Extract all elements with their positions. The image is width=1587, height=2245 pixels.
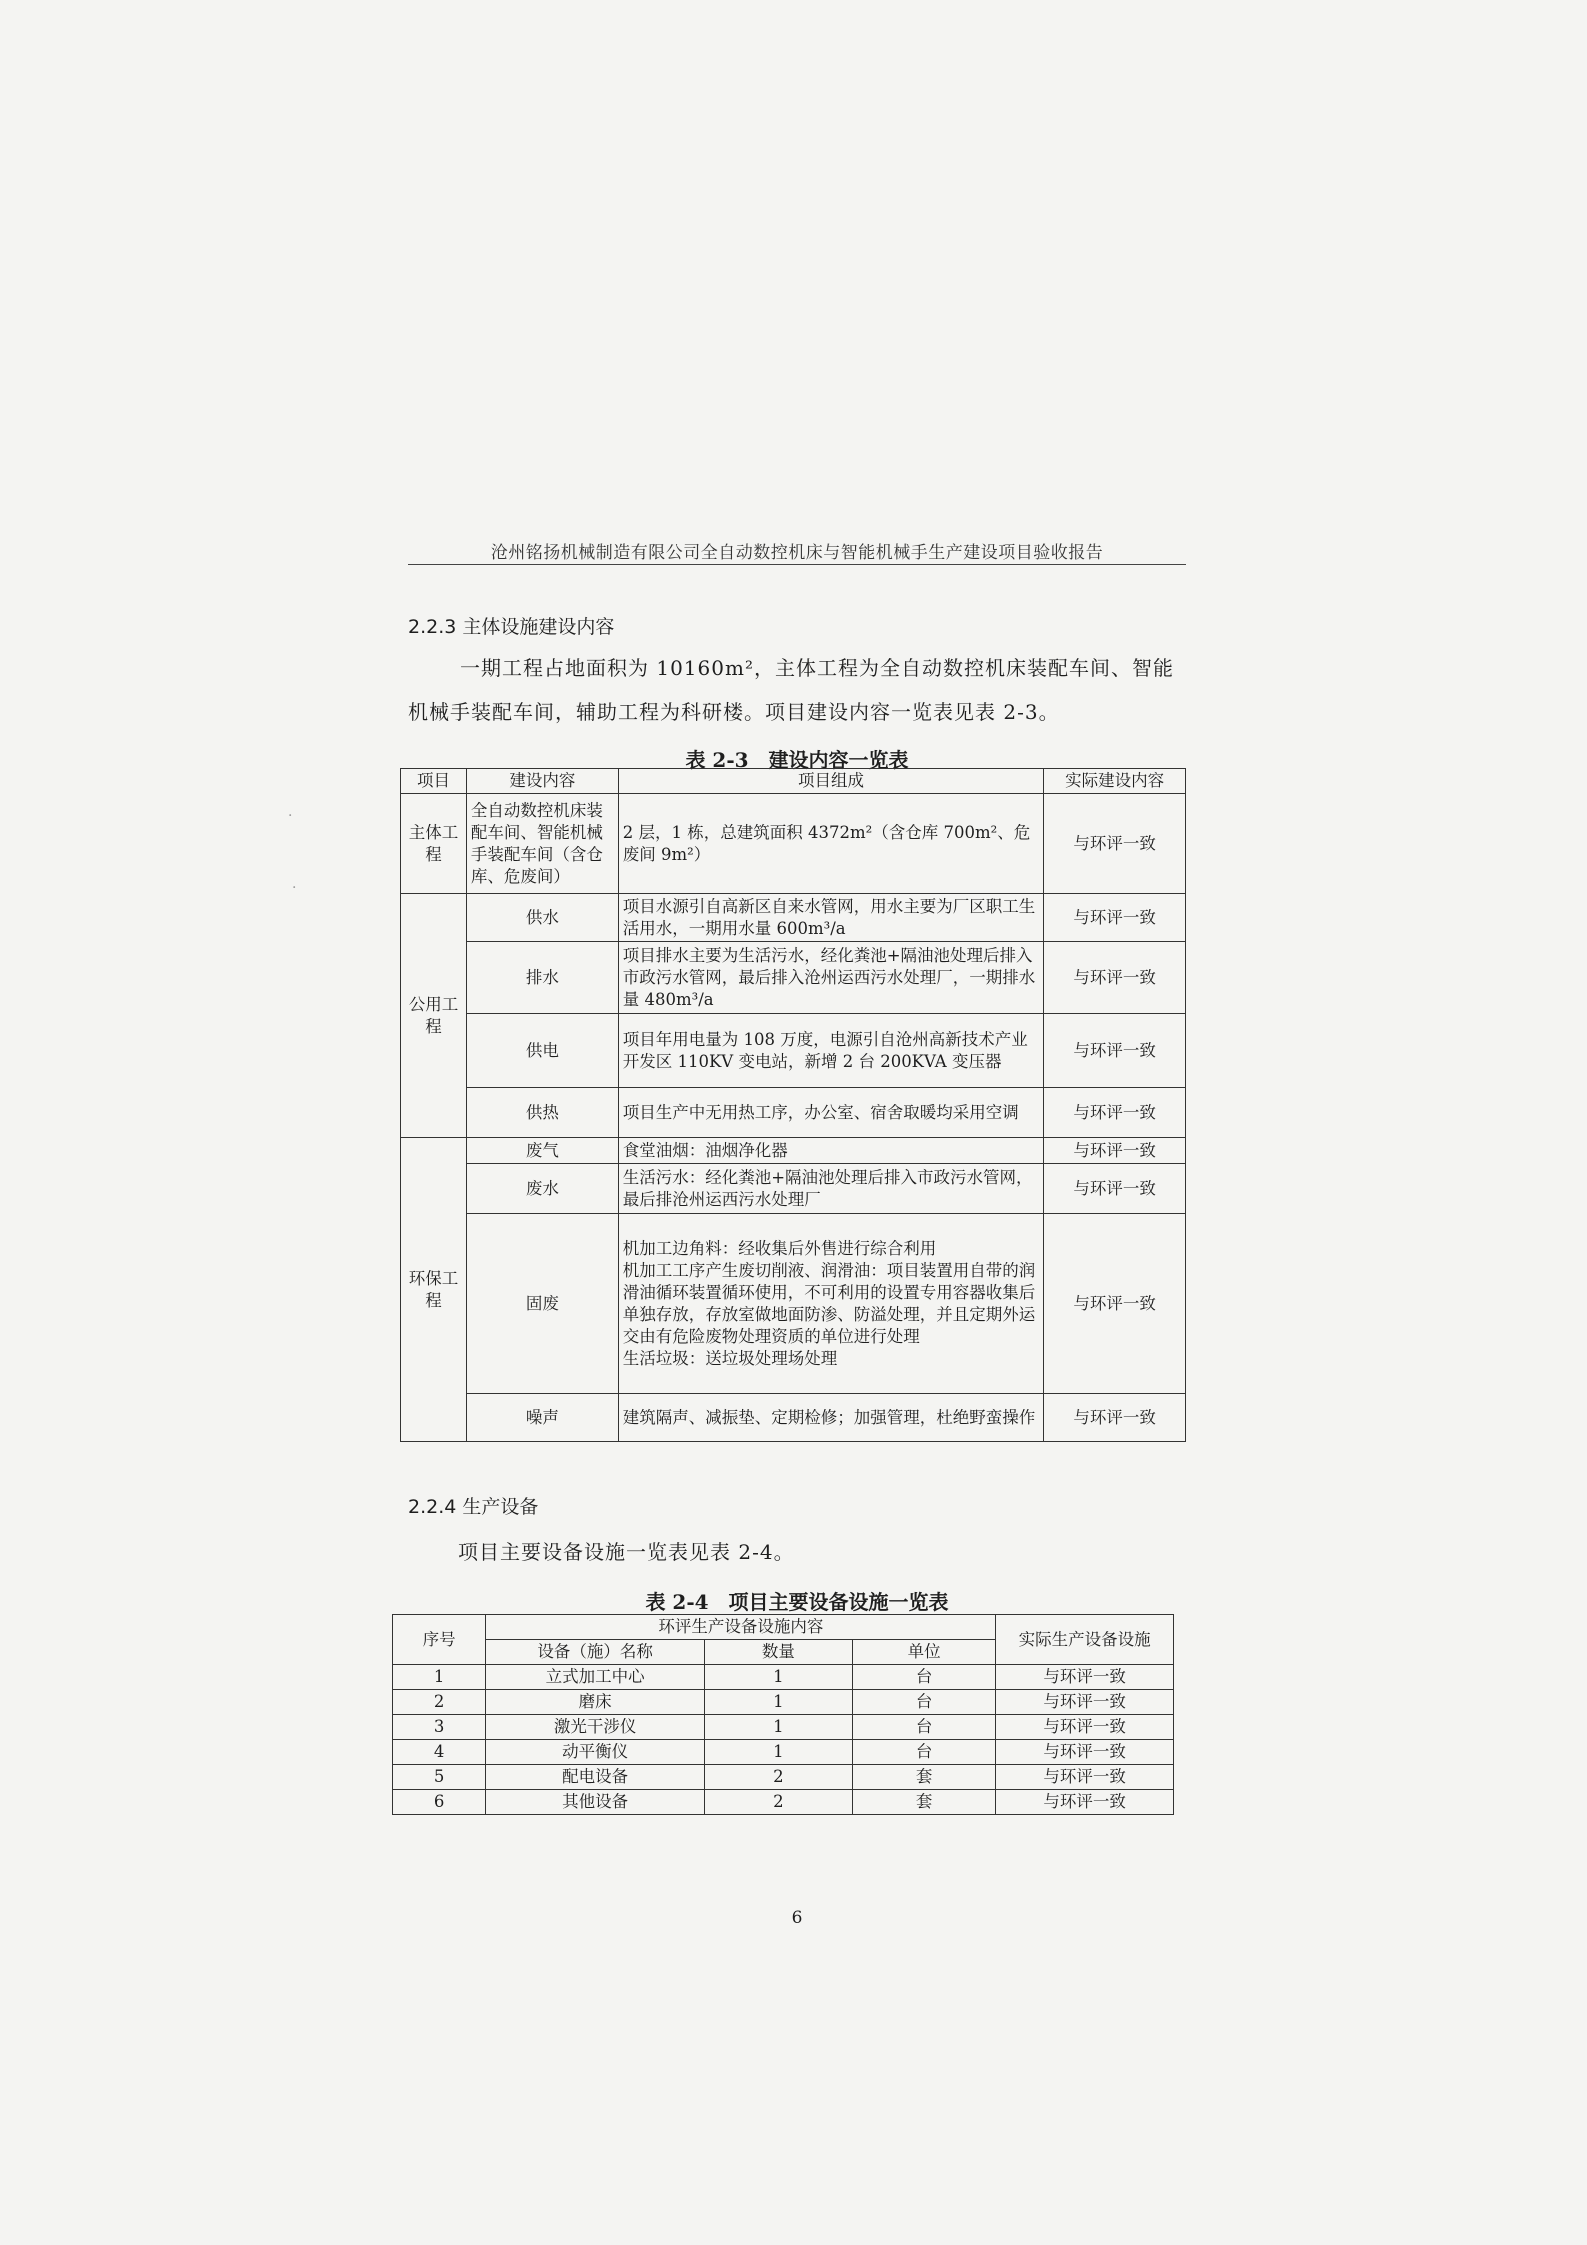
unit-cell: 台 [852, 1740, 995, 1765]
detail-line: 机加工边角料：经收集后外售进行综合利用 [622, 1238, 937, 1258]
name-cell: 激光干涉仪 [486, 1715, 705, 1740]
seq-header: 序号 [393, 1615, 486, 1665]
running-header: 沧州铭扬机械制造有限公司全自动数控机床与智能机械手生产建设项目验收报告 [490, 543, 1104, 563]
seq-cell: 5 [393, 1765, 486, 1790]
table-2-4 [392, 1614, 1174, 1815]
qty-header: 数量 [704, 1640, 852, 1665]
content-cell: 全自动数控机床装配车间、智能机械手装配车间（含仓库、危废间） [466, 794, 618, 894]
table-row [393, 1765, 1174, 1790]
actual-cell: 与环评一致 [1044, 1014, 1186, 1088]
unit-cell: 套 [852, 1765, 995, 1790]
group-header: 环评生产设备设施内容 [486, 1615, 996, 1640]
qty-cell: 1 [704, 1690, 852, 1715]
actual-cell: 与环评一致 [996, 1665, 1174, 1690]
qty-cell: 2 [704, 1790, 852, 1815]
actual-cell: 与环评一致 [1044, 1394, 1186, 1442]
detail-cell: 建筑隔声、减振垫、定期检修；加强管理，杜绝野蛮操作 [618, 1394, 1043, 1442]
actual-header: 实际生产设备设施 [996, 1615, 1174, 1665]
qty-cell: 2 [704, 1765, 852, 1790]
table-row [393, 1740, 1174, 1765]
table-row [393, 1665, 1174, 1690]
name-cell: 立式加工中心 [486, 1665, 705, 1690]
name-header: 设备（施）名称 [486, 1640, 705, 1665]
detail-cell: 项目排水主要为生活污水，经化粪池+隔油池处理后排入市政污水管网，最后排入沧州运西污水处理厂，一期排水量 480m³/a [618, 942, 1043, 1014]
detail-cell [618, 1214, 1043, 1394]
seq-cell: 6 [393, 1790, 486, 1815]
actual-cell: 与环评一致 [1044, 794, 1186, 894]
name-cell: 配电设备 [486, 1765, 705, 1790]
actual-cell: 与环评一致 [996, 1740, 1174, 1765]
content-cell: 噪声 [466, 1394, 618, 1442]
content-cell: 供热 [466, 1088, 618, 1138]
scan-speck: · [292, 880, 297, 896]
actual-cell: 与环评一致 [1044, 894, 1186, 942]
detail-cell: 项目年用电量为 108 万度，电源引自沧州高新技术产业开发区 110KV 变电站，新增 2 台 200KVA 变压器 [618, 1014, 1043, 1088]
detail-cell: 2 层，1 栋，总建筑面积 4372m²（含仓库 700m²、危废间 9m²） [618, 794, 1043, 894]
detail-cell: 食堂油烟：油烟净化器 [618, 1138, 1043, 1164]
paragraph-line-1: 一期工程占地面积为 10160m²，主体工程为全自动数控机床装配车间、智能 [460, 656, 1174, 680]
content-cell: 固废 [466, 1214, 618, 1394]
table-header-cell: 建设内容 [466, 769, 618, 794]
qty-cell: 1 [704, 1715, 852, 1740]
table-header-cell: 实际建设内容 [1044, 769, 1186, 794]
category-cell: 主体工程 [401, 794, 467, 894]
actual-cell: 与环评一致 [1044, 1138, 1186, 1164]
actual-cell: 与环评一致 [1044, 942, 1186, 1014]
detail-line: 生活垃圾：送垃圾处理场处理 [622, 1348, 838, 1368]
category-cell: 环保工程 [401, 1138, 467, 1442]
seq-cell: 3 [393, 1715, 486, 1740]
section-heading-2-2-3: 2.2.3 主体设施建设内容 [408, 616, 615, 638]
actual-cell: 与环评一致 [996, 1765, 1174, 1790]
actual-cell: 与环评一致 [1044, 1164, 1186, 1214]
table-row [393, 1690, 1174, 1715]
content-cell: 废气 [466, 1138, 618, 1164]
table-header-cell: 项目 [401, 769, 467, 794]
scan-speck: · [288, 808, 293, 824]
unit-cell: 台 [852, 1715, 995, 1740]
table-row [393, 1790, 1174, 1815]
paragraph-equipment: 项目主要设备设施一览表见表 2-4。 [458, 1540, 795, 1564]
qty-cell: 1 [704, 1665, 852, 1690]
name-cell: 其他设备 [486, 1790, 705, 1815]
unit-cell: 台 [852, 1690, 995, 1715]
unit-cell: 台 [852, 1665, 995, 1690]
unit-cell: 套 [852, 1790, 995, 1815]
seq-cell: 2 [393, 1690, 486, 1715]
detail-cell: 生活污水：经化粪池+隔油池处理后排入市政污水管网，最后排沧州运西污水处理厂 [618, 1164, 1043, 1214]
detail-cell: 项目生产中无用热工序，办公室、宿舍取暖均采用空调 [618, 1088, 1043, 1138]
content-cell: 供水 [466, 894, 618, 942]
table-row [393, 1715, 1174, 1740]
actual-cell: 与环评一致 [996, 1790, 1174, 1815]
name-cell: 动平衡仪 [486, 1740, 705, 1765]
content-cell: 废水 [466, 1164, 618, 1214]
page-number: 6 [791, 1908, 803, 1928]
qty-cell: 1 [704, 1740, 852, 1765]
table-header-cell: 项目组成 [618, 769, 1043, 794]
name-cell: 磨床 [486, 1690, 705, 1715]
detail-line: 机加工工序产生废切削液、润滑油：项目装置用自带的润滑油循环装置循环使用，不可利用的设置专用容器收集后单独存放，存放室做地面防渗、防溢处理，并且定期外运交由有危险废物处理资质的单位进行处理 [622, 1260, 1036, 1346]
section-heading-2-2-4: 2.2.4 生产设备 [408, 1496, 539, 1518]
paragraph-line-2: 机械手装配车间，辅助工程为科研楼。项目建设内容一览表见表 2-3。 [408, 700, 1060, 724]
table-2-3 [400, 768, 1186, 1442]
actual-cell: 与环评一致 [996, 1715, 1174, 1740]
category-cell: 公用工程 [401, 894, 467, 1138]
content-cell: 排水 [466, 942, 618, 1014]
content-cell: 供电 [466, 1014, 618, 1088]
seq-cell: 1 [393, 1665, 486, 1690]
table-2-4-caption: 表 2-4 项目主要设备设施一览表 [645, 1590, 949, 1614]
actual-cell: 与环评一致 [1044, 1088, 1186, 1138]
table-2-3-caption: 表 2-3 建设内容一览表 [685, 748, 909, 772]
unit-header: 单位 [852, 1640, 995, 1665]
seq-cell: 4 [393, 1740, 486, 1765]
actual-cell: 与环评一致 [1044, 1214, 1186, 1394]
detail-cell: 项目水源引自高新区自来水管网，用水主要为厂区职工生活用水，一期用水量 600m³/a [618, 894, 1043, 942]
header-rule [408, 564, 1186, 565]
actual-cell: 与环评一致 [996, 1690, 1174, 1715]
